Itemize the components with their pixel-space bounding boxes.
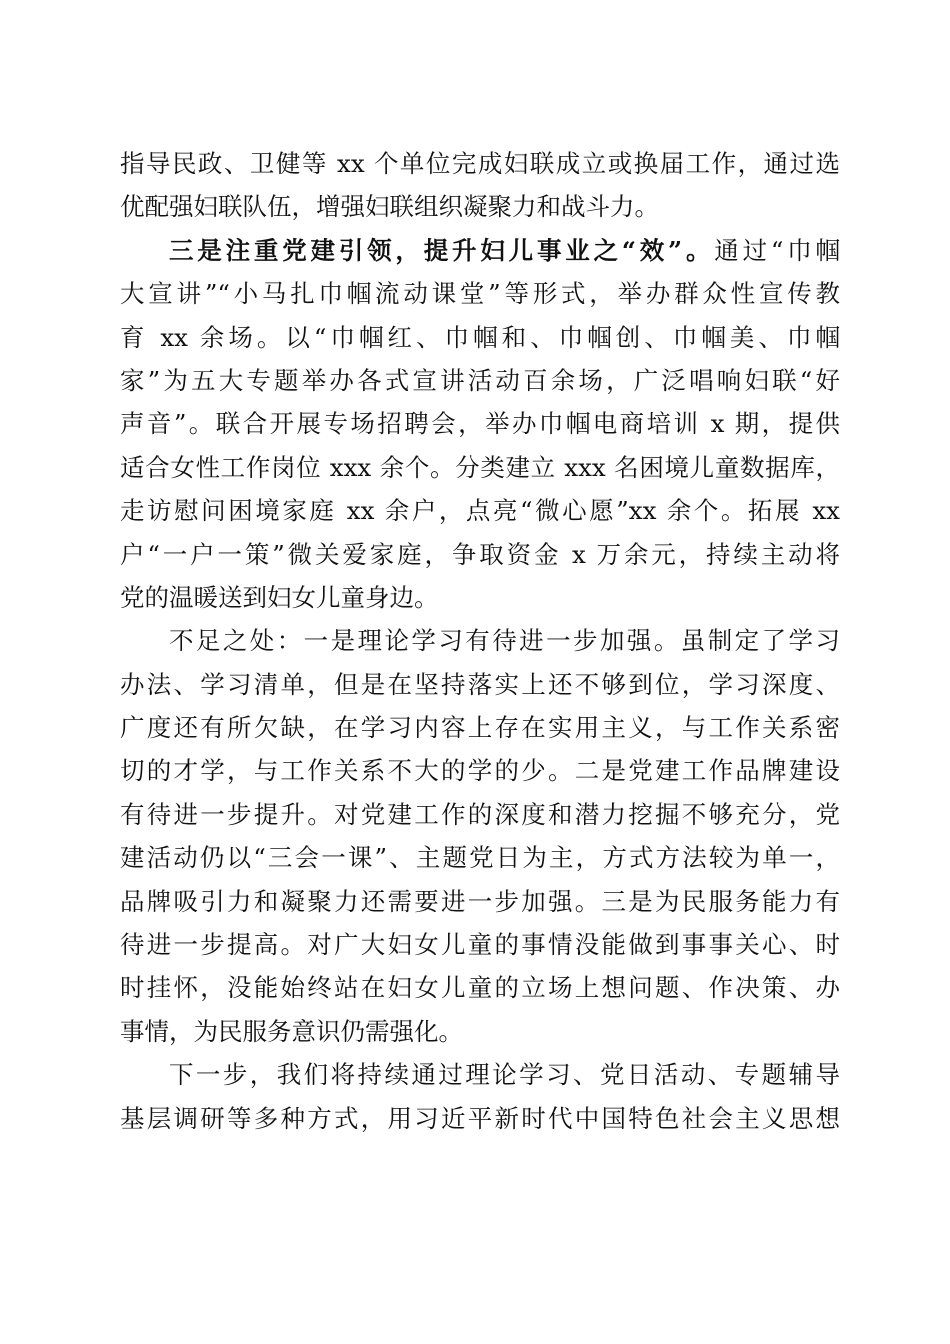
text-line: 时挂怀，没能始终站在妇女儿童的立场上想问题、作决策、办 xyxy=(120,973,840,1003)
text-line: 办法、学习清单，但是在坚持落实上还不够到位，学习深度、 xyxy=(120,669,840,699)
text-line: 基层调研等多种方式，用习近平新时代中国特色社会主义思想 xyxy=(120,1103,840,1133)
text-line: 户“一户一策”微关爱家庭，争取资金 x 万余元，持续主动将 xyxy=(120,539,840,569)
text-line: 品牌吸引力和凝聚力还需要进一步加强。三是为民服务能力有 xyxy=(120,886,840,916)
text-line: 适合女性工作岗位 xxx 余个。分类建立 xxx 名困境儿童数据库， xyxy=(120,452,840,482)
text-line: 党的温暖送到妇女儿童身边。 xyxy=(120,582,439,612)
text-line: 广度还有所欠缺，在学习内容上存在实用主义，与工作关系密 xyxy=(120,713,840,743)
text-line: 有待进一步提升。对党建工作的深度和潜力挖掘不够充分，党 xyxy=(120,799,840,829)
text-line: 切的才学，与工作关系不大的学的少。二是党建工作品牌建设 xyxy=(120,756,840,786)
paragraph-p1 xyxy=(120,142,840,229)
text-run: 通过“巾帼 xyxy=(714,235,841,265)
text-line: 大宣讲”“小马扎巾帼流动课堂”等形式，举办群众性宣传教 xyxy=(120,279,840,309)
text-line: 育 xx 余场。以“巾帼红、巾帼和、巾帼创、巾帼美、巾帼 xyxy=(120,322,840,352)
text-line xyxy=(120,229,840,272)
paragraph-p4 xyxy=(120,1053,840,1140)
text-line: 建活动仍以“三会一课”、主题党日为主，方式方法较为单一， xyxy=(120,843,840,873)
paragraph-heading: 三是注重党建引领，提升妇儿事业之“效”。 xyxy=(169,235,715,265)
text-line: 不足之处：一是理论学习有待进一步加强。虽制定了学习 xyxy=(169,626,840,656)
text-line: 指导民政、卫健等 xx 个单位完成妇联成立或换届工作，通过选 xyxy=(120,149,840,178)
text-line: 事情，为民服务意识仍需强化。 xyxy=(120,1016,463,1046)
text-line: 优配强妇联队伍，增强妇联组织凝聚力和战斗力。 xyxy=(120,192,659,222)
text-line: 家”为五大专题举办各式宣讲活动百余场，广泛唱响妇联“好 xyxy=(120,365,840,395)
text-line: 下一步，我们将持续通过理论学习、党日活动、专题辅导 xyxy=(169,1060,840,1090)
document-body xyxy=(120,142,840,1140)
text-line: 声音”。联合开展专场招聘会，举办巾帼电商培训 x 期，提供 xyxy=(120,409,840,439)
paragraph-p3 xyxy=(120,619,840,1053)
paragraph-p2 xyxy=(120,229,840,620)
text-line: 走访慰问困境家庭 xx 余户，点亮“微心愿”xx 余个。拓展 xx xyxy=(120,496,840,526)
text-line: 待进一步提高。对广大妇女儿童的事情没能做到事事关心、时 xyxy=(120,930,840,960)
